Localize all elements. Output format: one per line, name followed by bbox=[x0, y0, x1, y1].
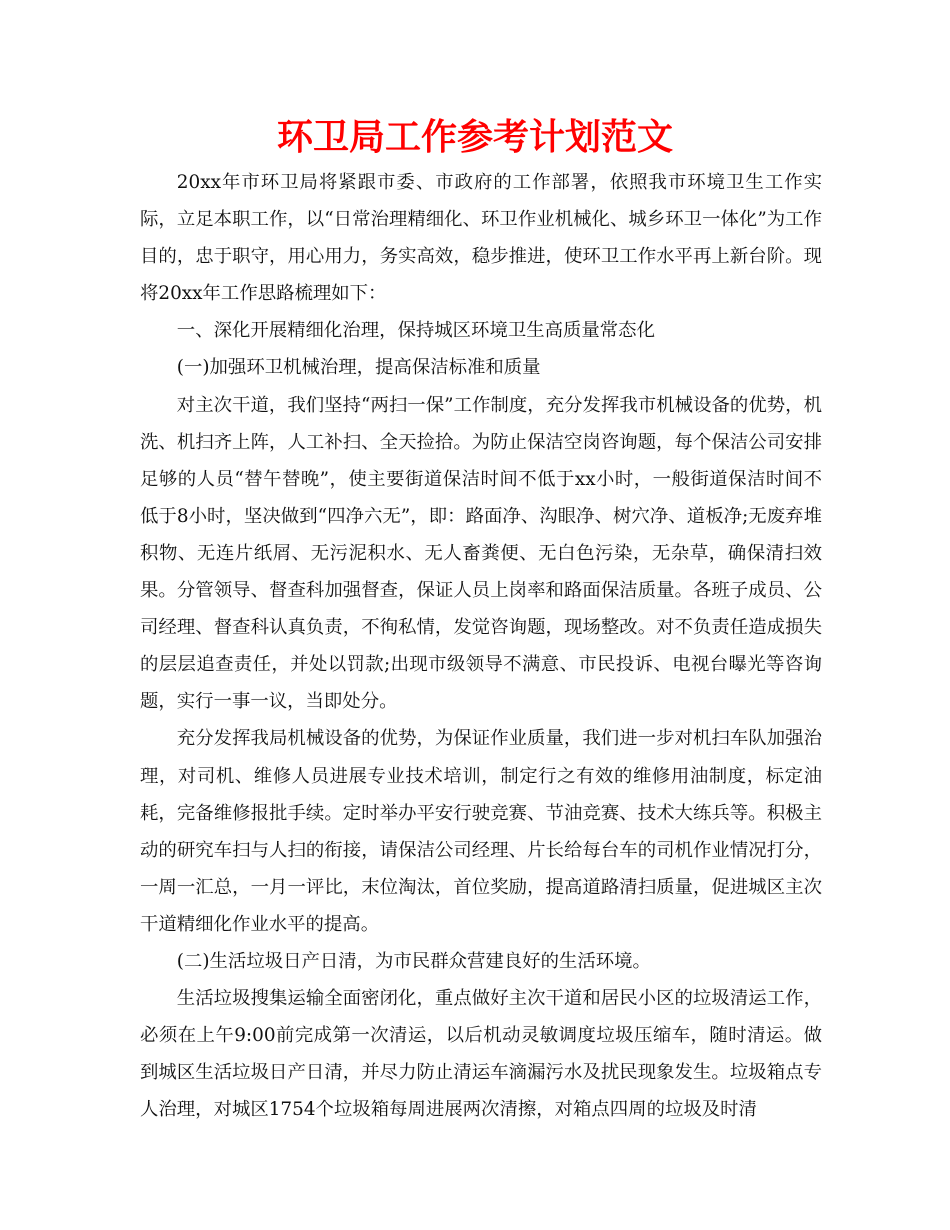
paragraph: 生活垃圾搜集运输全面密闭化，重点做好主次干道和居民小区的垃圾清运工作，必须在上午9:00前完成第一次清运，以后机动灵敏调度垃圾压缩车，随时清运。做到城区生活垃圾日产日清，并尽力防止清运车滴漏污水及扰民现象发生。垃圾箱点专人治理，对城区1754个垃圾箱每周进展两次清擦，对箱点四周的垃圾及时清 bbox=[140, 988, 822, 1121]
paragraph: 对主次干道，我们坚持“两扫一保”工作制度，充分发挥我市机械设备的优势，机洗、机扫齐上阵，人工补扫、全天捡拾。为防止保洁空岗咨询题，每个保洁公司安排足够的人员“替午替晚”，使主要街道保洁时间不低于xx小时，一般街道保洁时间不低于8小时，坚决做到“四净六无”，即：路面净、沟眼净、树穴净、道板净;无废弃堆积物、无连片纸屑、无污泥积水、无人畜粪便、无白色污染，无杂草，确保清扫效果。分管领导、督查科加强督查，保证人员上岗率和路面保洁质量。各班子成员、公司经理、督查科认真负责，不徇私情，发觉咨询题，现场整改。对不负责任造成损失的层层追查责任，并处以罚款;出现市级领导不满意、市民投诉、电视台曝光等咨询题，实行一事一议，当即处分。 bbox=[140, 394, 822, 713]
document-body bbox=[140, 164, 822, 1128]
paragraph: 20xx年市环卫局将紧跟市委、市政府的工作部署，依照我市环境卫生工作实际，立足本职工作，以“日常治理精细化、环卫作业机械化、城乡环卫一体化”为工作目的，忠于职守，用心用力，务实高效，稳步推进，使环卫工作水平再上新台阶。现将20xx年工作思路梳理如下： bbox=[140, 172, 822, 305]
subsection-heading: (二)生活垃圾日产日清，为市民群众营建良好的生活环境。 bbox=[176, 950, 651, 972]
document-title: 环卫局工作参考计划范文 bbox=[276, 117, 673, 158]
subsection-heading: (一)加强环卫机械治理，提高保洁标准和质量 bbox=[176, 357, 541, 379]
section-heading: 一、深化开展精细化治理，保持城区环境卫生高质量常态化 bbox=[176, 320, 655, 342]
paragraph: 充分发挥我局机械设备的优势，为保证作业质量，我们进一步对机扫车队加强治理，对司机、维修人员进展专业技术培训，制定行之有效的维修用油制度，标定油耗，完备维修报批手续。定时举办平安行驶竞赛、节油竞赛、技术大练兵等。积极主动的研究车扫与人扫的衔接，请保洁公司经理、片长给每台车的司机作业情况打分，一周一汇总，一月一评比，末位淘汰，首位奖励，提高道路清扫质量，促进城区主次干道精细化作业水平的提高。 bbox=[140, 728, 822, 935]
